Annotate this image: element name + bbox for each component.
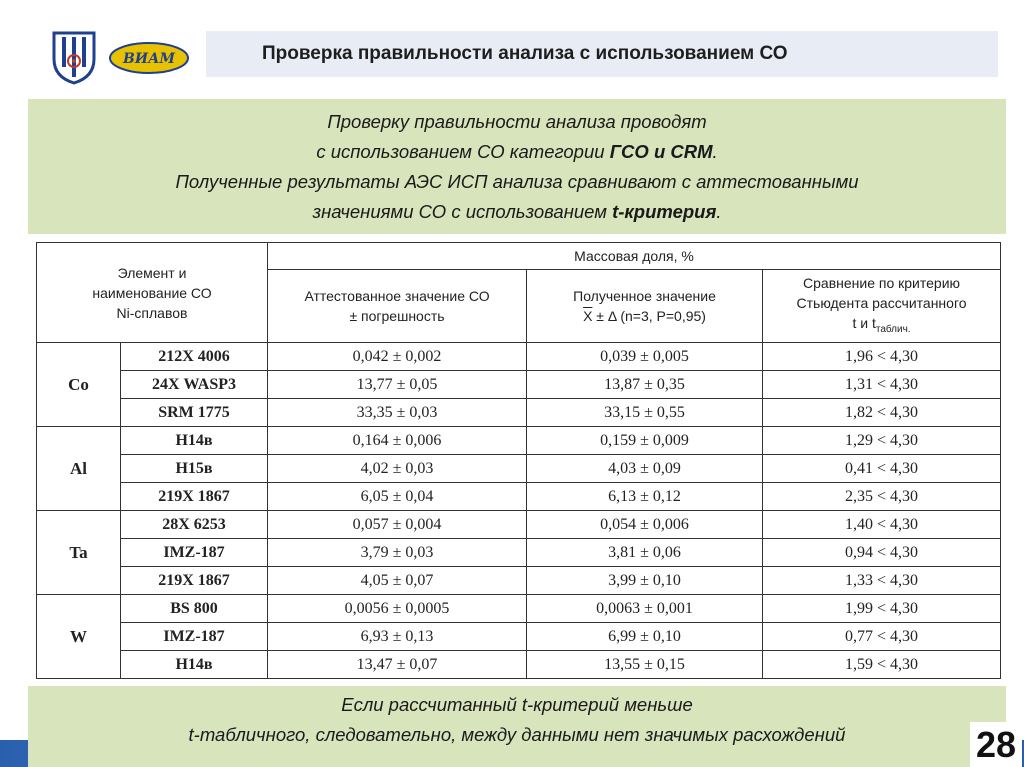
- viam-logo-text: ВИАМ: [123, 51, 175, 67]
- table-row: [37, 567, 1001, 595]
- obtained-value-cell: 13,55 ± 0,15: [527, 651, 763, 679]
- conclusion-box: [28, 686, 1006, 767]
- obtained-value-cell: 0,159 ± 0,009: [527, 427, 763, 455]
- obtained-value-cell: 0,054 ± 0,006: [527, 511, 763, 539]
- header-obtained: Полученное значение $\overline{X} \pm \Delta$ (n=3, P=0,95): [527, 270, 763, 343]
- intro-box: [28, 99, 1006, 234]
- obtained-value-cell: 4,03 ± 0,09: [527, 455, 763, 483]
- reference-material-cell: 24Х WASP3: [121, 371, 268, 399]
- results-table: [36, 242, 1001, 679]
- comparison-cell: 1,99 < 4,30: [763, 595, 1001, 623]
- comparison-cell: 1,40 < 4,30: [763, 511, 1001, 539]
- reference-material-cell: 212Х 4006: [121, 343, 268, 371]
- certified-value-cell: 4,02 ± 0,03: [268, 455, 527, 483]
- comparison-cell: 1,29 < 4,30: [763, 427, 1001, 455]
- certified-value-cell: 13,47 ± 0,07: [268, 651, 527, 679]
- header-comparison: Сравнение по критерию Стьюдента рассчитанного t и $t_{таблич.}$: [763, 270, 1001, 343]
- page-number: 28: [970, 722, 1022, 767]
- obtained-value-cell: 3,81 ± 0,06: [527, 539, 763, 567]
- conclusion-line-1: Если рассчитанный t-критерий меньше: [341, 694, 693, 715]
- reference-material-cell: Н15в: [121, 455, 268, 483]
- element-cell: W: [37, 595, 121, 679]
- reference-material-cell: SRM 1775: [121, 399, 268, 427]
- element-cell: Al: [37, 427, 121, 511]
- obtained-value-cell: 0,0063 ± 0,001: [527, 595, 763, 623]
- reference-material-cell: 219Х 1867: [121, 567, 268, 595]
- reference-material-cell: Н14в: [121, 427, 268, 455]
- conclusion-line-2: t-табличного, следовательно, между данными нет значимых расхождений: [188, 724, 846, 745]
- certified-value-cell: 33,35 ± 0,03: [268, 399, 527, 427]
- certified-value-cell: 6,05 ± 0,04: [268, 483, 527, 511]
- header-element: Элемент и наименование СО Ni-сплавов: [37, 243, 268, 343]
- obtained-value-cell: 0,039 ± 0,005: [527, 343, 763, 371]
- institute-emblem-icon: [50, 29, 98, 85]
- obtained-value-cell: 6,99 ± 0,10: [527, 623, 763, 651]
- comparison-cell: 1,33 < 4,30: [763, 567, 1001, 595]
- title-bar: [206, 31, 998, 77]
- comparison-cell: 1,59 < 4,30: [763, 651, 1001, 679]
- comparison-cell: 0,41 < 4,30: [763, 455, 1001, 483]
- certified-value-cell: 4,05 ± 0,07: [268, 567, 527, 595]
- table-row: [37, 539, 1001, 567]
- page-title: Проверка правильности анализа с использованием СО: [262, 43, 788, 64]
- viam-logo-icon: [108, 41, 190, 75]
- certified-value-cell: 0,164 ± 0,006: [268, 427, 527, 455]
- comparison-cell: 0,77 < 4,30: [763, 623, 1001, 651]
- element-cell: Co: [37, 343, 121, 427]
- certified-value-cell: 0,042 ± 0,002: [268, 343, 527, 371]
- header-mass-fraction: Массовая доля, %: [268, 243, 1001, 270]
- table-row: [37, 651, 1001, 679]
- table-row: [37, 427, 1001, 455]
- reference-material-cell: BS 800: [121, 595, 268, 623]
- reference-material-cell: IMZ-187: [121, 539, 268, 567]
- intro-line-1: Проверку правильности анализа проводят: [327, 111, 707, 132]
- certified-value-cell: 6,93 ± 0,13: [268, 623, 527, 651]
- table-row: [37, 511, 1001, 539]
- element-cell: Ta: [37, 511, 121, 595]
- obtained-value-cell: 13,87 ± 0,35: [527, 371, 763, 399]
- comparison-cell: 2,35 < 4,30: [763, 483, 1001, 511]
- comparison-cell: 1,96 < 4,30: [763, 343, 1001, 371]
- reference-material-cell: 219Х 1867: [121, 483, 268, 511]
- reference-material-cell: IMZ-187: [121, 623, 268, 651]
- certified-value-cell: 0,057 ± 0,004: [268, 511, 527, 539]
- table-row: [37, 595, 1001, 623]
- table-row: [37, 371, 1001, 399]
- table-row: [37, 623, 1001, 651]
- intro-line-4: значениями СО с использованием t-критерия.: [312, 201, 722, 222]
- results-table-wrapper: [36, 242, 1000, 679]
- reference-material-cell: 28Х 6253: [121, 511, 268, 539]
- table-row: [37, 399, 1001, 427]
- obtained-value-cell: 3,99 ± 0,10: [527, 567, 763, 595]
- table-row: [37, 455, 1001, 483]
- comparison-cell: 1,82 < 4,30: [763, 399, 1001, 427]
- obtained-value-cell: 6,13 ± 0,12: [527, 483, 763, 511]
- comparison-cell: 0,94 < 4,30: [763, 539, 1001, 567]
- comparison-cell: 1,31 < 4,30: [763, 371, 1001, 399]
- obtained-value-cell: 33,15 ± 0,55: [527, 399, 763, 427]
- table-row: [37, 483, 1001, 511]
- intro-line-2: с использованием СО категории ГСО и CRM.: [316, 141, 718, 162]
- reference-material-cell: Н14в: [121, 651, 268, 679]
- intro-line-3: Полученные результаты АЭС ИСП анализа сравнивают с аттестованными: [175, 171, 859, 192]
- table-row: [37, 343, 1001, 371]
- certified-value-cell: 0,0056 ± 0,0005: [268, 595, 527, 623]
- header-certified: Аттестованное значение СО ± погрешность: [268, 270, 527, 343]
- certified-value-cell: 3,79 ± 0,03: [268, 539, 527, 567]
- certified-value-cell: 13,77 ± 0,05: [268, 371, 527, 399]
- table-body: [37, 343, 1001, 679]
